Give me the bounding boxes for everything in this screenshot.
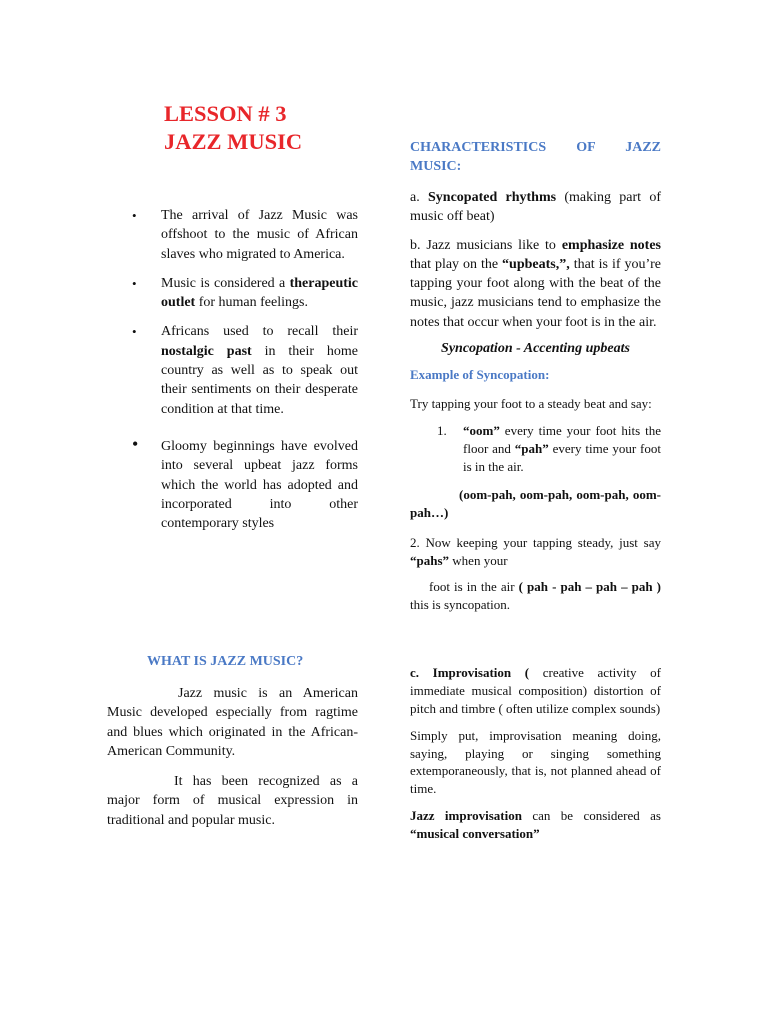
what-is-jazz-paragraph-2: It has been recognized as a major form of musical expression in traditional and popular music. <box>107 774 358 828</box>
item-text: every time your foot hits the floor and <box>463 422 661 456</box>
characteristics-heading-line1: CHARACTERISTICS OF JAZZ <box>410 140 661 155</box>
bullet-list <box>132 206 358 543</box>
oom-pah-line: (oom-pah, oom-pah, oom-pah, oom-pah…) <box>410 486 661 520</box>
right-column <box>410 138 661 852</box>
lesson-number: LESSON # 3 <box>164 101 287 126</box>
bullet-text: for human feelings. <box>195 295 308 311</box>
bullet-item <box>132 274 358 313</box>
characteristics-heading-line2: MUSIC: <box>410 159 462 174</box>
simply-put-text: Simply put, improvisation meaning doing, saying, playing or singing something extemporaneously, that is, not planned ahead of time. <box>410 727 661 797</box>
item-text: that is if you’re tapping your foot along with the beat of the music, jazz musicians tend to emphasize the notes that occur when your foot is in the air. <box>410 256 661 330</box>
jazz-improvisation-text <box>410 807 661 843</box>
bullet-emphasis: therapeutic outlet <box>161 275 358 311</box>
characteristic-b <box>410 236 661 332</box>
item-text: foot is in the air <box>429 579 519 595</box>
characteristic-a <box>410 188 661 227</box>
bullet-text: in their home country as well as to speak out their sentiments on their desperate condition at that time. <box>161 343 358 417</box>
bullet-item <box>132 322 358 418</box>
try-tapping-text: Try tapping your foot to a steady beat and say: <box>410 396 652 412</box>
emphasize-notes-term: emphasize notes <box>561 237 662 253</box>
bullet-item <box>132 206 358 264</box>
improvisation-term: c. Improvisation ( <box>410 665 530 681</box>
item-text: that play on the <box>410 256 503 272</box>
characteristics-heading <box>410 138 661 176</box>
item-text: can be considered as <box>521 808 661 824</box>
item-text: when your <box>449 552 508 568</box>
item-text: every time your foot is in the air. <box>463 440 661 474</box>
jazz-improvisation-term: Jazz improvisation <box>410 808 522 824</box>
item-prefix: b. Jazz musicians like to <box>410 237 562 253</box>
bullet-item <box>132 433 358 533</box>
bullet-text: Africans used to recall their <box>161 324 358 340</box>
bullet-icon: • <box>132 324 137 340</box>
item-number: 1. <box>437 422 447 438</box>
item-text: (making part of music off beat) <box>410 190 661 225</box>
now-keeping-text <box>410 534 661 570</box>
numbered-item-1 <box>410 422 661 476</box>
bullet-emphasis: nostalgic past <box>161 343 252 359</box>
what-is-jazz-paragraph-1: Jazz music is an American Music developed especially from ragtime and blues which originated in the African-American Community. <box>107 686 358 759</box>
bullet-text: Gloomy beginnings have evolved into several upbeat jazz forms which the world has adopted and incorporated into other contemporary styles <box>161 438 358 532</box>
pah-term: “pah” <box>514 440 549 456</box>
item-text: this is syncopation. <box>410 597 511 613</box>
oom-term: “oom” <box>463 422 500 438</box>
item-text: creative activity of immediate musical composition) distortion of pitch and timbre ( often utilize complex sounds) <box>410 665 661 717</box>
example-of-syncopation-heading: Example of Syncopation: <box>410 367 550 383</box>
item-prefix: a. <box>410 190 428 205</box>
musical-conversation-term: “musical conversation” <box>410 825 540 841</box>
characteristic-c <box>410 664 661 717</box>
bullet-icon: • <box>132 275 137 291</box>
lesson-topic: JAZZ MUSIC <box>164 129 303 154</box>
item-text: 2. Now keeping your tapping steady, just say <box>410 534 661 550</box>
bullet-icon: • <box>132 433 139 454</box>
pahs-term: “pahs” <box>410 552 450 568</box>
lesson-title <box>164 100 358 156</box>
upbeats-term: “upbeats,”, <box>502 256 570 272</box>
left-column <box>107 100 358 828</box>
foot-in-air-text <box>410 578 661 614</box>
what-is-jazz-heading: WHAT IS JAZZ MUSIC? <box>147 654 304 669</box>
bullet-text: The arrival of Jazz Music was offshoot to the music of African slaves who migrated to America. <box>161 208 358 262</box>
bullet-text: Music is considered a <box>161 275 290 291</box>
syncopated-rhythms-term: Syncopated rhythms <box>428 190 557 205</box>
syncopation-title: Syncopation - Accenting upbeats <box>441 341 630 357</box>
pah-sequence: ( pah - pah – pah – pah ) <box>518 579 662 595</box>
bullet-icon: • <box>132 208 137 223</box>
